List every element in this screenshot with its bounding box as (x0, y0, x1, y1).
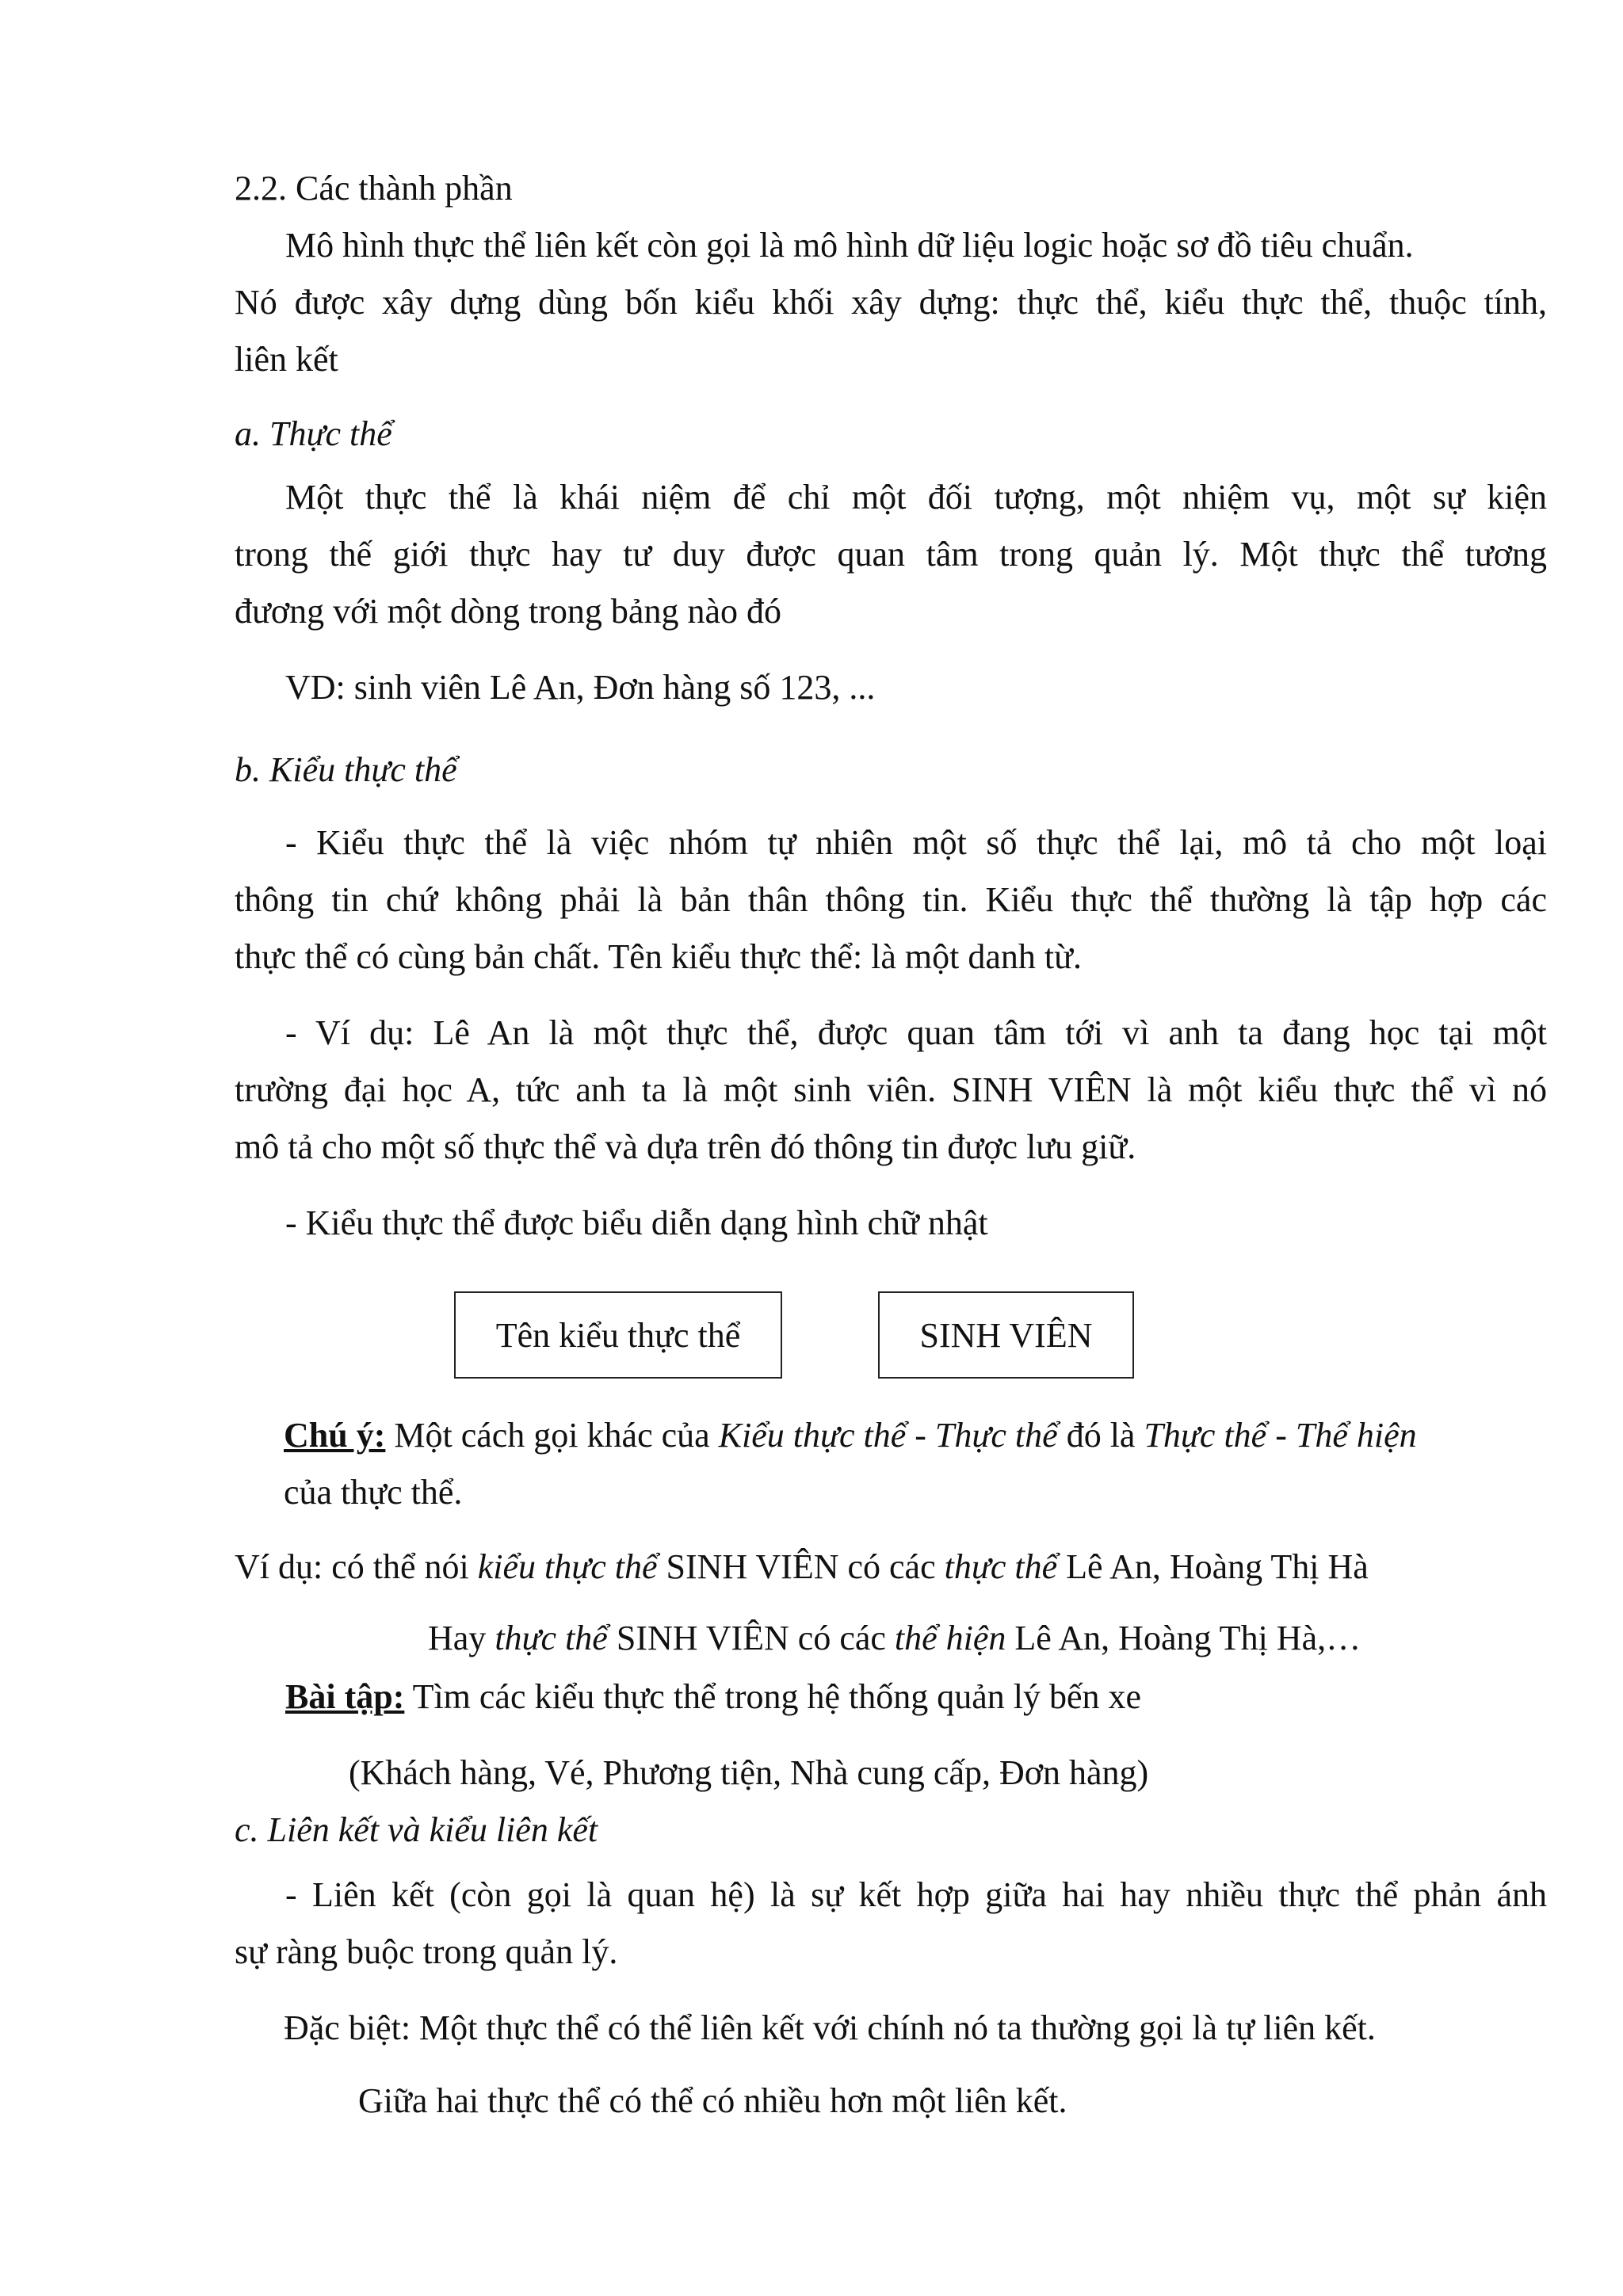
c-line-4: Giữa hai thực thể có thể có nhiều hơn một liên kết. (358, 2081, 1067, 2120)
section-title: 2.2. Các thành phần (235, 169, 513, 208)
c-line-2: sự ràng buộc trong quản lý. (235, 1932, 618, 1971)
example2-italic-2: thực thể (944, 1547, 1058, 1586)
a-line-2: trong thế giới thực hay tư duy được quan tâm trong quản lý. Một thực thể tương (235, 535, 1547, 574)
intro-line-3: liên kết (235, 340, 338, 379)
example2-l2-text-3: Lê An, Hoàng Thị Hà,… (1006, 1619, 1361, 1657)
heading-a: a. Thực thể (235, 414, 392, 453)
b-p2-line-3: mô tả cho một số thực thể và dựa trên đó thông tin được lưu giữ. (235, 1127, 1136, 1166)
example2-line-1 (235, 1545, 1369, 1589)
b-p2-line-1: - Ví dụ: Lê An là một thực thể, được quan tâm tới vì anh ta đang học tại một (285, 1013, 1547, 1052)
b-p1-line-2: thông tin chứ không phải là bản thân thông tin. Kiểu thực thể thường là tập hợp các (235, 880, 1547, 919)
student-entity-box (878, 1291, 1134, 1379)
exercise-label: Bài tập: (285, 1677, 405, 1716)
example2-text-1: Ví dụ: có thể nói (235, 1547, 478, 1586)
example2-text-3: Lê An, Hoàng Thị Hà (1057, 1547, 1369, 1586)
c-line-1: - Liên kết (còn gọi là quan hệ) là sự kết hợp giữa hai hay nhiều thực thể phản ánh (285, 1875, 1547, 1914)
note-italic-4: Thể hiện (1295, 1416, 1417, 1455)
note-text-3: đó là (1057, 1416, 1144, 1455)
note-text-1: Một cách gọi khác của (385, 1416, 719, 1455)
note-text-4: - (1266, 1416, 1296, 1455)
b-p1-line-1: - Kiểu thực thể là việc nhóm tự nhiên một số thực thể lại, mô tả cho một loại (285, 823, 1547, 862)
example2-l2-text-1: Hay (428, 1619, 495, 1657)
heading-b: b. Kiểu thực thể (235, 750, 457, 789)
note-text-2: - (906, 1416, 935, 1455)
note-line-1 (284, 1413, 1417, 1458)
exercise-answer: (Khách hàng, Vé, Phương tiện, Nhà cung cấp, Đơn hàng) (349, 1753, 1149, 1792)
example2-l2-text-2: SINH VIÊN có các (607, 1619, 895, 1657)
note-italic-3: Thực thể (1144, 1416, 1267, 1455)
entity-type-box (454, 1291, 782, 1379)
heading-c: c. Liên kết và kiểu liên kết (235, 1810, 598, 1849)
a-example: VD: sinh viên Lê An, Đơn hàng số 123, ... (285, 668, 876, 707)
intro-line-1: Mô hình thực thể liên kết còn gọi là mô hình dữ liệu logic hoặc sơ đồ tiêu chuẩn. (285, 226, 1414, 265)
b-p3: - Kiểu thực thể được biểu diễn dạng hình chữ nhật (285, 1203, 988, 1242)
example2-l2-italic-2: thể hiện (894, 1619, 1006, 1657)
a-line-3: đương với một dòng trong bảng nào đó (235, 592, 781, 631)
exercise-line (285, 1675, 1141, 1719)
example2-italic-1: kiểu thực thể (477, 1547, 658, 1586)
note-label: Chú ý: (284, 1416, 386, 1455)
note-italic-2: Thực thể (934, 1416, 1058, 1455)
c-line-3: Đặc biệt: Một thực thể có thể liên kết với chính nó ta thường gọi là tự liên kết. (284, 2008, 1376, 2047)
example2-text-2: SINH VIÊN có các (657, 1547, 945, 1586)
exercise-text: Tìm các kiểu thực thể trong hệ thống quản lý bến xe (404, 1677, 1142, 1716)
intro-line-2: Nó được xây dựng dùng bốn kiểu khối xây dựng: thực thể, kiểu thực thể, thuộc tính, (235, 283, 1547, 322)
entity-type-box-label: Tên kiểu thực thể (495, 1315, 741, 1355)
b-p1-line-3: thực thể có cùng bản chất. Tên kiểu thực thể: là một danh từ. (235, 937, 1082, 976)
note-italic-1: Kiểu thực thể (718, 1416, 907, 1455)
student-entity-box-label: SINH VIÊN (919, 1315, 1093, 1355)
note-line-2: của thực thể. (284, 1473, 463, 1512)
example2-l2-italic-1: thực thể (495, 1619, 608, 1657)
example2-line-2 (428, 1616, 1361, 1661)
a-line-1: Một thực thể là khái niệm để chỉ một đối tượng, một nhiệm vụ, một sự kiện (285, 478, 1547, 517)
b-p2-line-2: trường đại học A, tức anh ta là một sinh viên. SINH VIÊN là một kiểu thực thể vì nó (235, 1070, 1547, 1109)
